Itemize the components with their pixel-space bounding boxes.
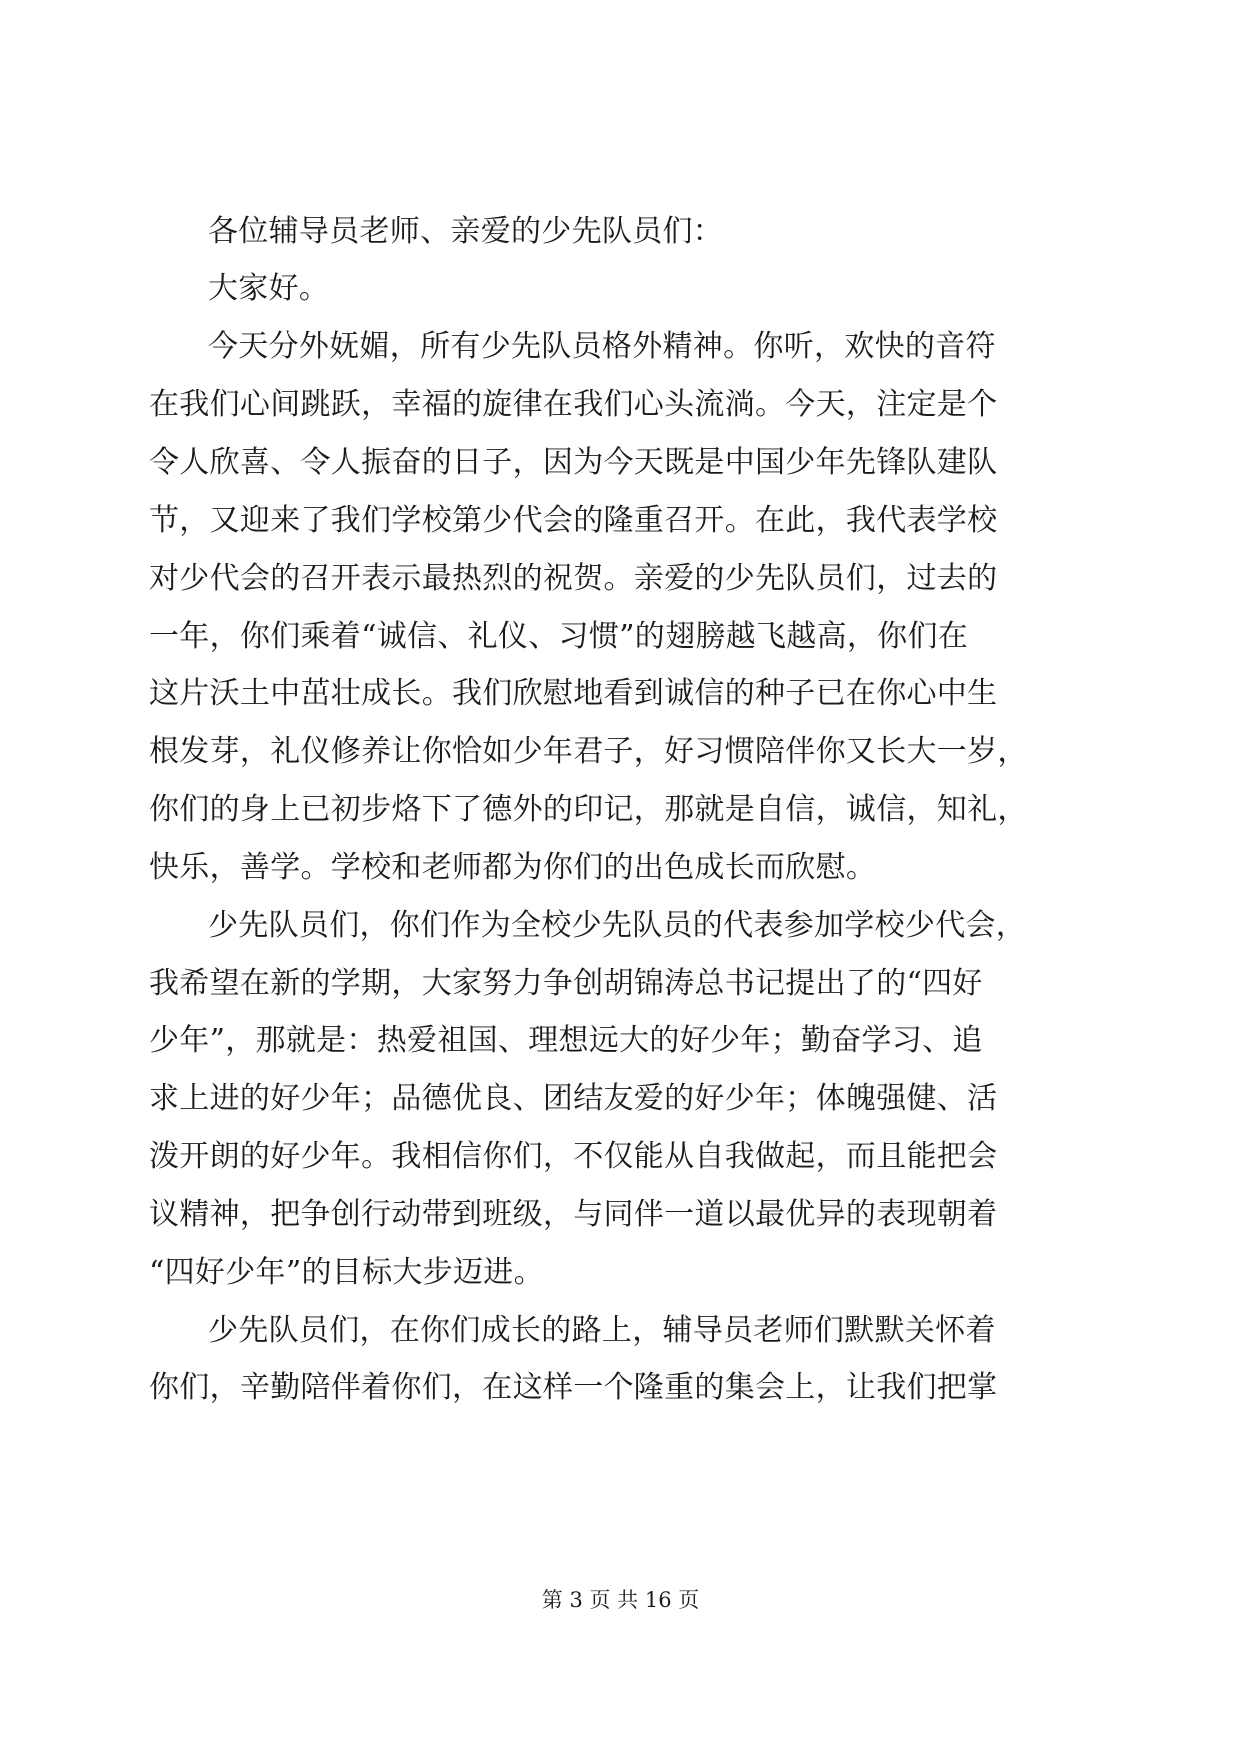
text-line: 议精神，把争创行动带到班级，与同伴一道以最优异的表现朝着 xyxy=(149,1197,998,1232)
text-line: 各位辅导员老师、亲爱的少先队员们： xyxy=(208,214,724,249)
text-line: 令人欣喜、令人振奋的日子，因为今天既是中国少年先锋队建队 xyxy=(149,445,998,480)
text-line: 泼开朗的好少年。我相信你们，不仅能从自我做起，而且能把会 xyxy=(149,1139,998,1174)
text-line: 对少代会的召开表示最热烈的祝贺。亲爱的少先队员们，过去的 xyxy=(149,561,998,596)
text-line: 大家好。 xyxy=(208,271,330,306)
text-line: 节，又迎来了我们学校第少代会的隆重召开。在此，我代表学校 xyxy=(149,503,998,538)
text-line: 根发芽，礼仪修养让你恰如少年君子，好习惯陪伴你又长大一岁， xyxy=(149,734,1028,769)
text-line: 我希望在新的学期，大家努力争创胡锦涛总书记提出了的“四好 xyxy=(149,966,983,1001)
text-line: 求上进的好少年；品德优良、团结友爱的好少年；体魄强健、活 xyxy=(149,1081,998,1116)
text-line: 少先队员们，在你们成长的路上，辅导员老师们默默关怀着 xyxy=(208,1313,996,1348)
text-line: 你们，辛勤陪伴着你们，在这样一个隆重的集会上，让我们把掌 xyxy=(149,1370,998,1405)
text-line: 在我们心间跳跃，幸福的旋律在我们心头流淌。今天，注定是个 xyxy=(149,387,998,422)
text-line: 你们的身上已初步烙下了德外的印记，那就是自信，诚信，知礼， xyxy=(149,792,1028,827)
text-line: 快乐，善学。学校和老师都为你们的出色成长而欣慰。 xyxy=(149,850,877,885)
text-line: 一年，你们乘着“诚信、礼仪、习惯”的翅膀越飞越高，你们在 xyxy=(149,619,969,654)
text-line: 这片沃土中茁壮成长。我们欣慰地看到诚信的种子已在你心中生 xyxy=(149,676,998,711)
text-line: 少年”，那就是：热爱祖国、理想远大的好少年；勤奋学习、追 xyxy=(149,1023,983,1058)
text-line: 少先队员们，你们作为全校少先队员的代表参加学校少代会， xyxy=(208,908,1027,943)
text-line: “四好少年”的目标大步迈进。 xyxy=(149,1255,544,1290)
page-number-footer: 第 3 页 共 16 页 xyxy=(541,1588,700,1612)
text-line: 今天分外妩媚，所有少先队员格外精神。你听，欢快的音符 xyxy=(208,329,996,364)
